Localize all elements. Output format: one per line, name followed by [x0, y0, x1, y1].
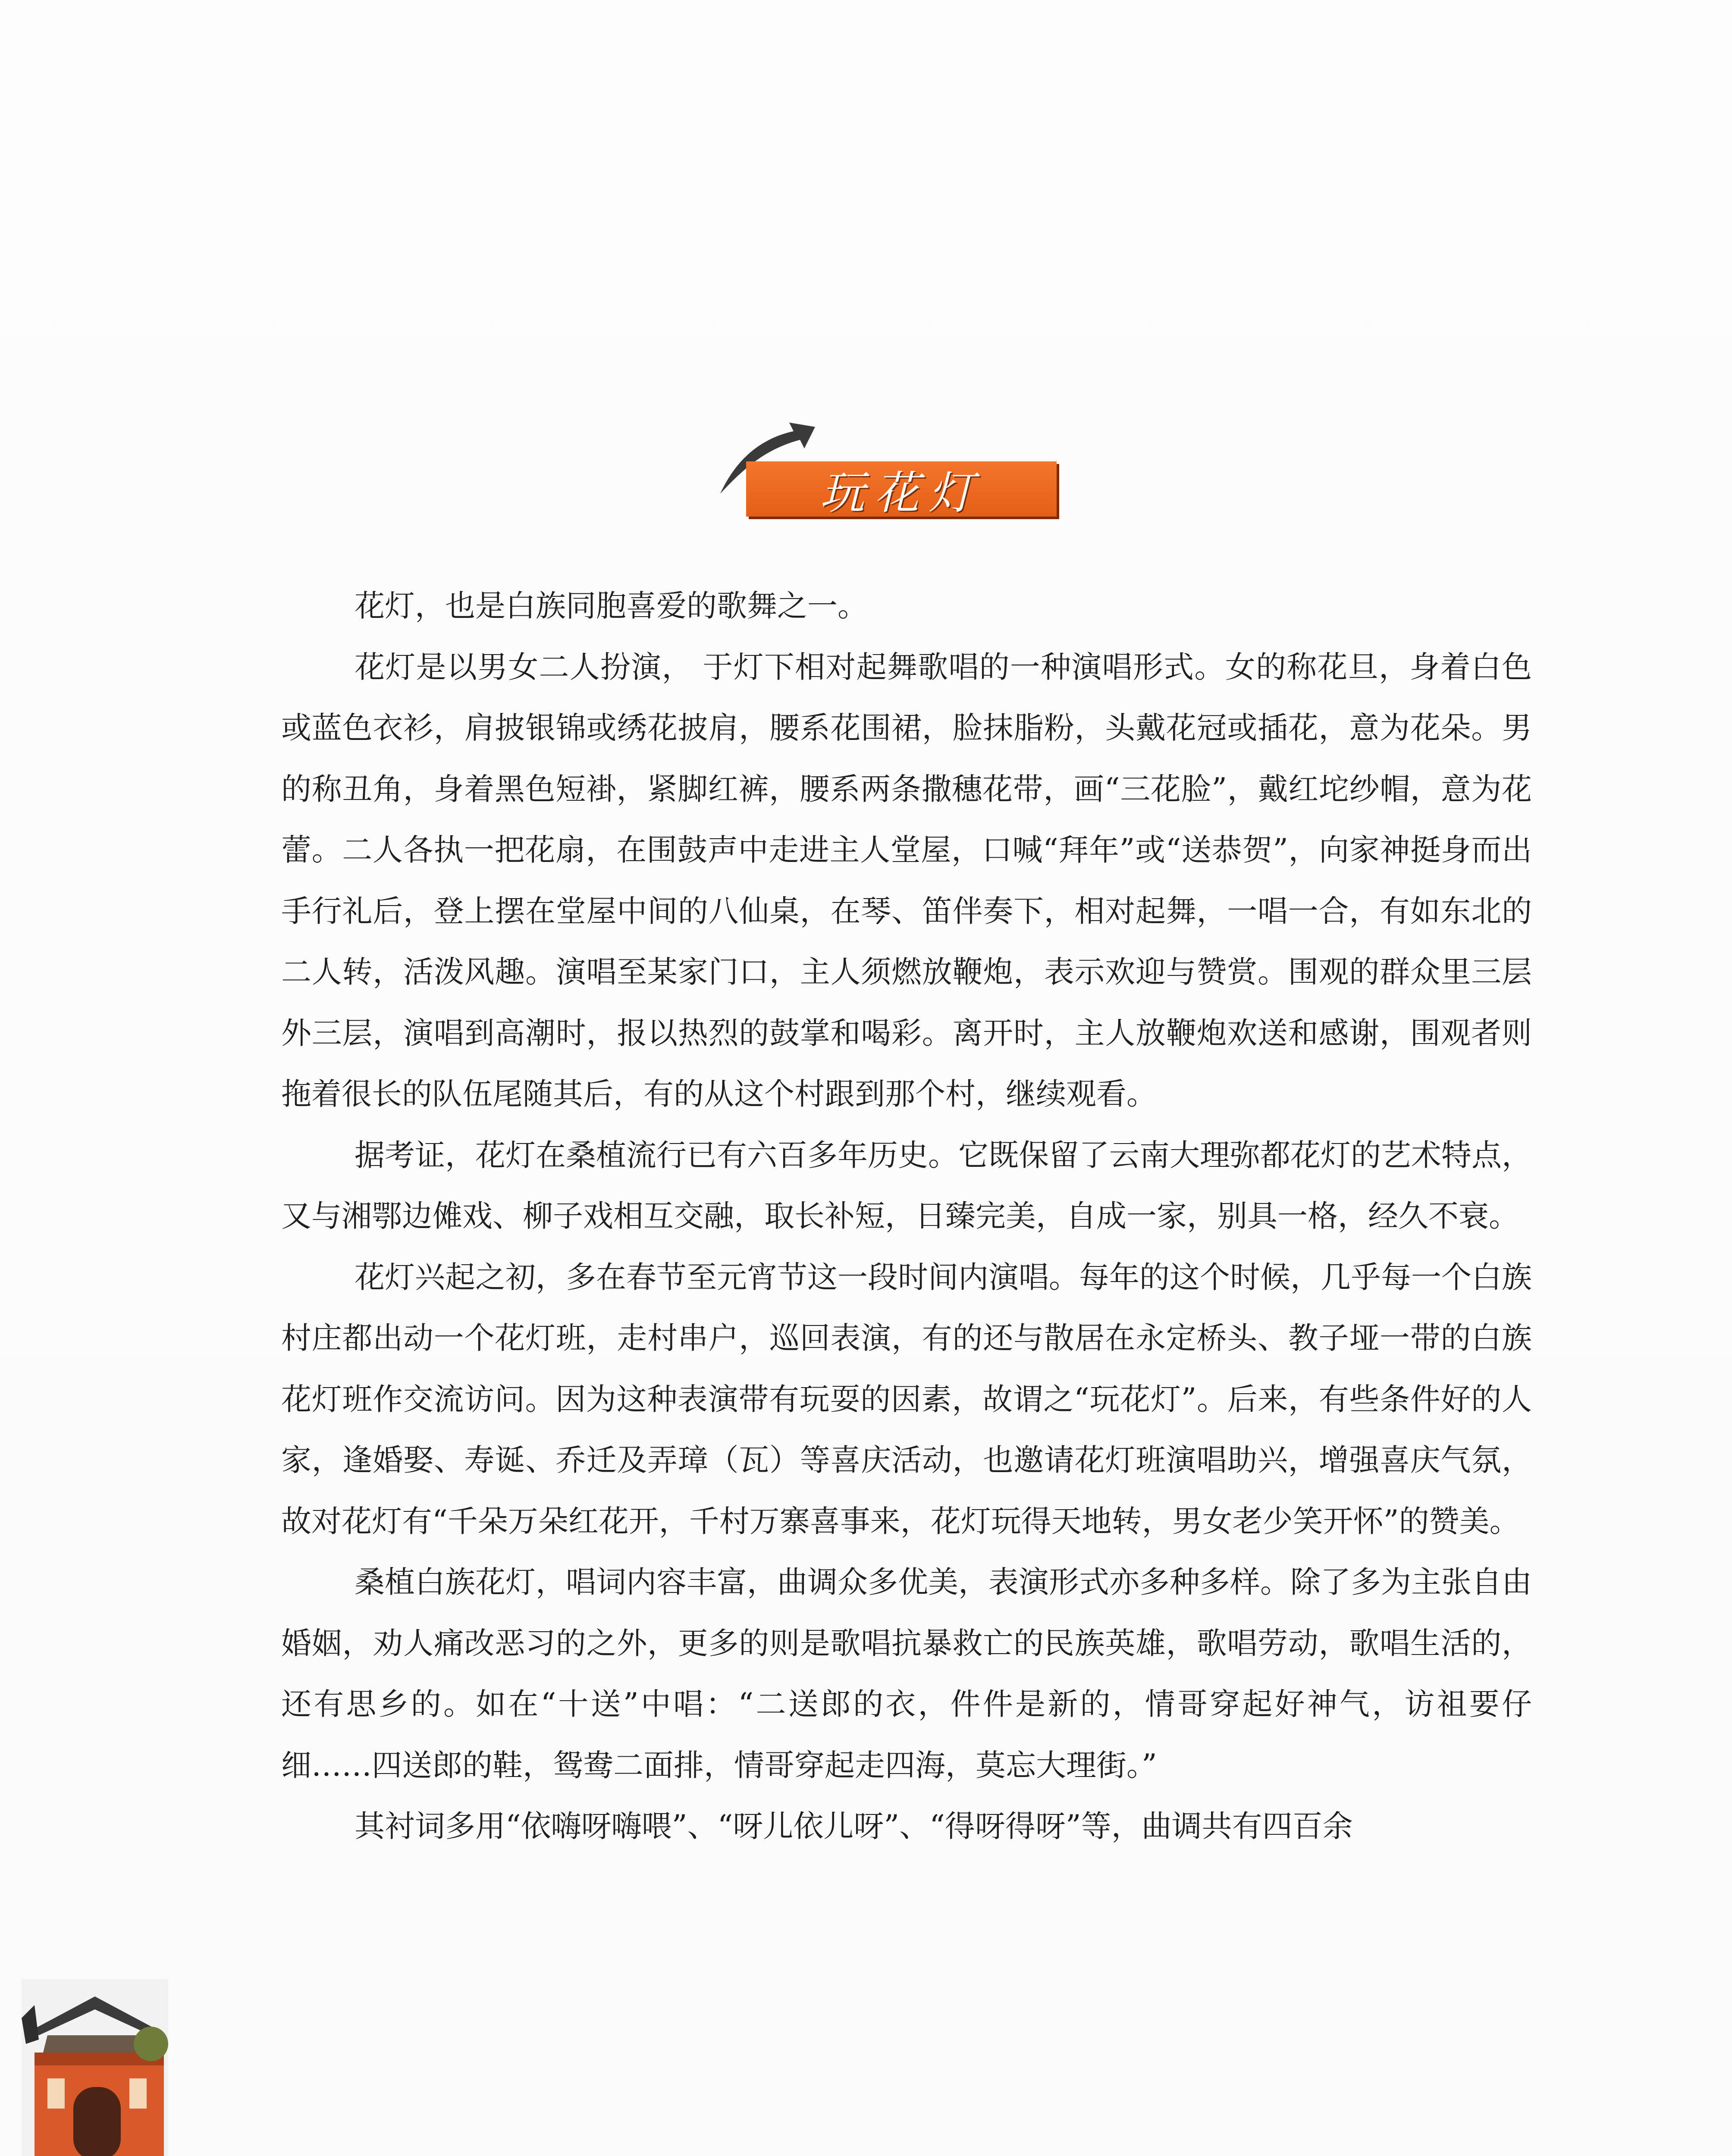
title-text: 玩花灯 [819, 467, 983, 519]
paragraph: 桑植白族花灯，唱词内容丰富，曲调众多优美，表演形式亦多种多样。除了多为主张自由婚姻，劝人痛改恶习的之外，更多的则是歌唱抗暴救亡的民族英雄，歌唱劳动，歌唱生活的，还有思乡的。如在“十送”中唱：“二送郎的衣，件件是新的，情哥穿起好神气，访祖要仔细……四送郎的鞋，鸳鸯二面排，情哥穿起走四海，莫忘大理街。” [281, 1564, 1532, 1783]
paragraph: 其衬词多用“依嗨呀嗨喂”、“呀儿依儿呀”、“得呀得呀”等，曲调共有四百余 [355, 1808, 1353, 1844]
title-banner [746, 461, 1057, 517]
section-title [707, 414, 1070, 526]
paragraph: 花灯，也是白族同胞喜爱的歌舞之一。 [355, 588, 868, 624]
paragraph: 花灯兴起之初，多在春节至元宵节这一段时间内演唱。每年的这个时候，几乎每一个白族村庄都出动一个花灯班，走村串户，巡回表演，有的还与散居在永定桥头、教子垭一带的白族花灯班作交流访问。因为这种表演带有玩耍的因素，故谓之“玩花灯”。后来，有些条件好的人家，逢婚娶、寿诞、乔迁及弄璋（瓦）等喜庆活动，也邀请花灯班演唱助兴，增强喜庆气氛，故对花灯有“千朵万朵红花开，千村万寨喜事来，花灯玩得天地转，男女老少笑开怀”的赞美。 [281, 1259, 1532, 1539]
paragraph: 花灯是以男女二人扮演， 于灯下相对起舞歌唱的一种演唱形式。女的称花旦，身着白色或蓝色衣衫，肩披银锦或绣花披肩，腰系花围裙，脸抹脂粉，头戴花冠或插花，意为花朵。男的称丑角，身着黑色短褂，紧脚红裤，腰系两条撒穗花带，画“三花脸”，戴红坨纱帽，意为花蕾。二人各执一把花扇，在围鼓声中走进主人堂屋，口喊“拜年”或“送恭贺”，向家神挺身而出手行礼后，登上摆在堂屋中间的八仙桌，在琴、笛伴奏下，相对起舞，一唱一合，有如东北的二人转，活泼风趣。演唱至某家门口，主人须燃放鞭炮，表示欢迎与赞赏。围观的群众里三层外三层，演唱到高潮时，报以热烈的鼓掌和喝彩。离开时，主人放鞭炮欢送和感谢，围观者则拖着很长的队伍尾随其后，有的从这个村跟到那个村，继续观看。 [281, 649, 1532, 1112]
article-body [281, 576, 1532, 1857]
page-footer [17, 1979, 173, 2156]
paragraph: 据考证，花灯在桑植流行已有六百多年历史。它既保留了云南大理弥都花灯的艺术特点，又与湘鄂边傩戏、柳子戏相互交融，取长补短，日臻完美，自成一家，别具一格，经久不衰。 [281, 1137, 1532, 1234]
temple-photo [22, 1979, 168, 2156]
